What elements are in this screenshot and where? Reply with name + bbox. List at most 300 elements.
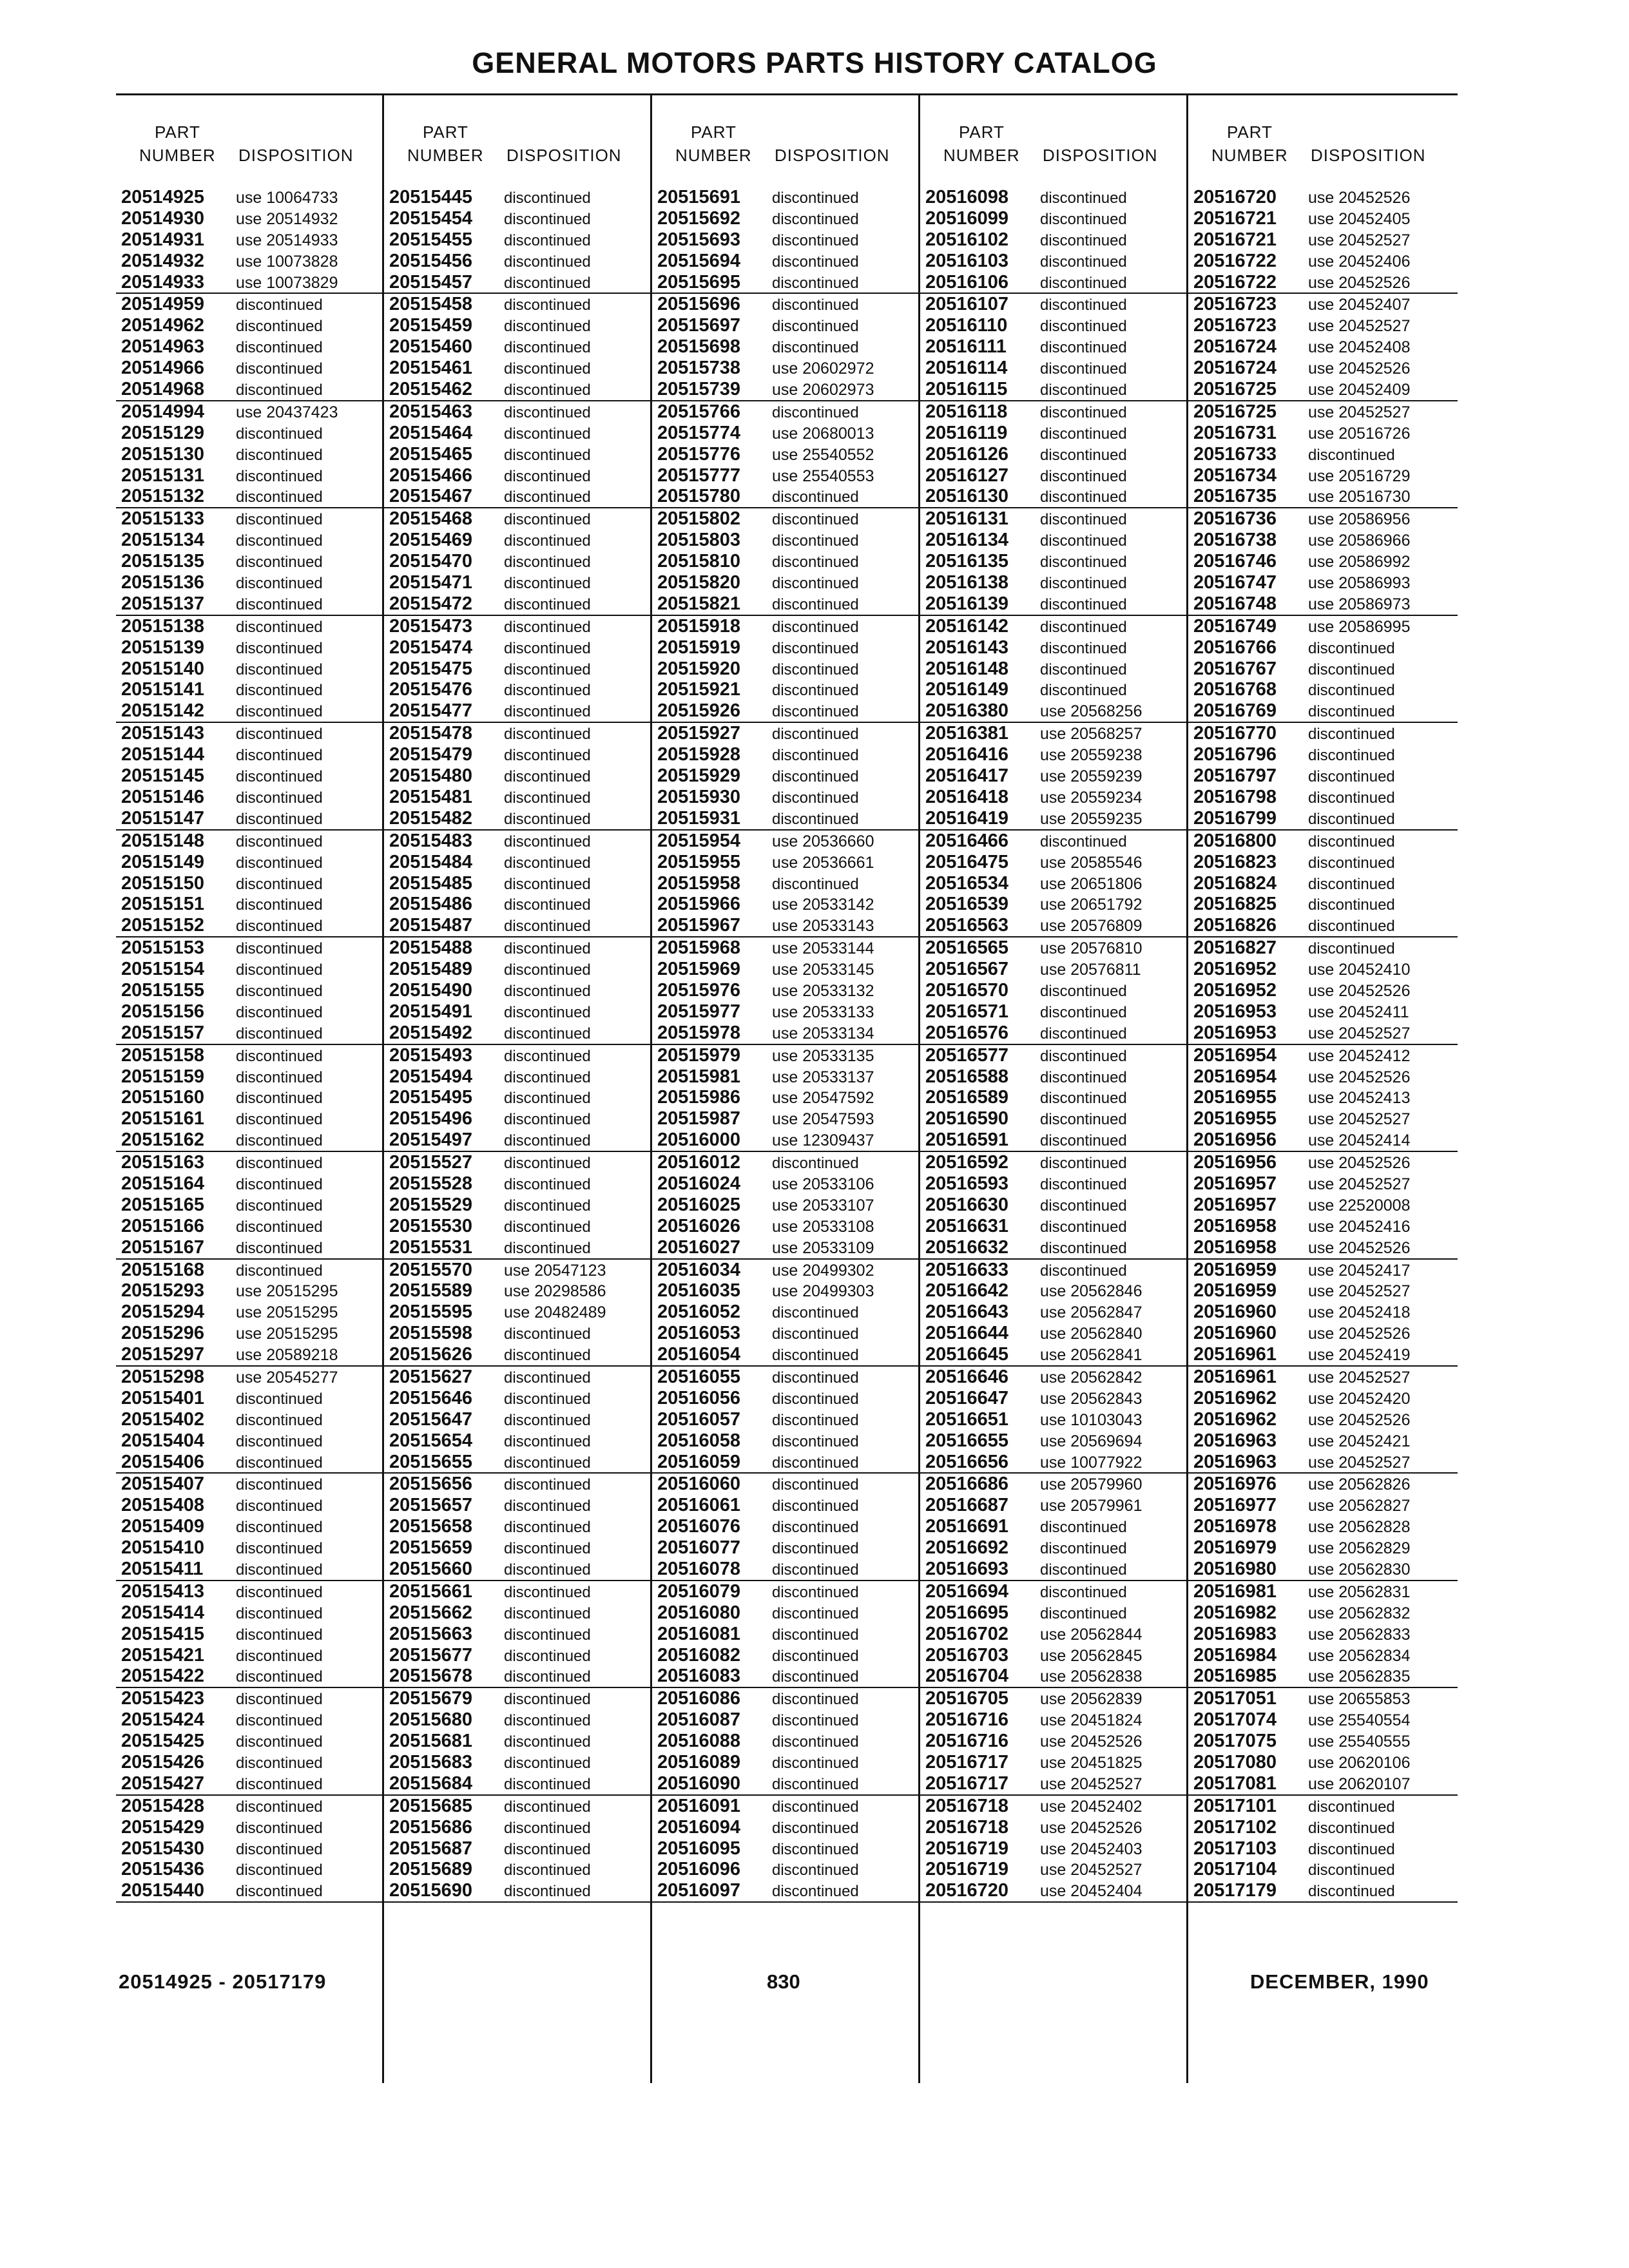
part-number: 20515485 — [389, 872, 473, 894]
part-number: 20515821 — [657, 593, 741, 614]
table-row — [384, 187, 650, 208]
table-row — [116, 1108, 382, 1129]
table-row — [652, 486, 918, 507]
disposition: use 20533106 — [772, 1175, 874, 1193]
row-group — [384, 1474, 650, 1581]
row-group — [1188, 1688, 1458, 1795]
table-row — [652, 1129, 918, 1151]
row-group — [652, 1474, 918, 1581]
part-number: 20516417 — [925, 765, 1009, 787]
row-group — [1188, 616, 1458, 723]
part-number: 20516106 — [925, 271, 1009, 293]
column-rows — [384, 187, 650, 1903]
row-group — [1188, 1260, 1458, 1367]
table-row — [920, 1516, 1186, 1537]
part-number: 20515954 — [657, 830, 741, 851]
table-row — [116, 486, 382, 507]
row-group — [116, 508, 382, 615]
table-row — [1188, 959, 1458, 980]
table-row — [384, 336, 650, 358]
disposition: discontinued — [772, 789, 859, 807]
part-number: 20516656 — [925, 1451, 1009, 1472]
part-number: 20515677 — [389, 1644, 473, 1666]
disposition: use 20452526 — [1308, 189, 1411, 207]
table-row — [652, 1817, 918, 1838]
disposition: discontinued — [772, 1626, 859, 1644]
part-number: 20516644 — [925, 1323, 1009, 1344]
part-number: 20516963 — [1193, 1430, 1277, 1451]
disposition: discontinued — [1040, 1132, 1127, 1150]
disposition: use 20452527 — [1308, 1453, 1411, 1472]
column-3 — [652, 95, 920, 2083]
table-row — [920, 1880, 1186, 1901]
disposition: use 20514932 — [236, 209, 338, 228]
disposition: discontinued — [772, 1754, 859, 1773]
disposition: discontinued — [236, 1411, 323, 1429]
part-number: 20515474 — [389, 637, 473, 658]
disposition: discontinued — [504, 189, 591, 207]
part-number: 20516768 — [1193, 679, 1277, 700]
table-row — [1188, 831, 1458, 852]
row-group — [116, 1796, 382, 1903]
disposition: discontinued — [772, 1540, 859, 1558]
row-group — [116, 401, 382, 508]
disposition: discontinued — [772, 1819, 859, 1837]
table-row — [920, 1152, 1186, 1173]
table-row — [920, 187, 1186, 208]
disposition: use 20452414 — [1308, 1131, 1411, 1150]
disposition: discontinued — [504, 1519, 591, 1537]
disposition: discontinued — [236, 639, 323, 657]
table-row — [1188, 765, 1458, 787]
column-rows — [116, 187, 382, 1903]
table-row — [116, 1302, 382, 1323]
part-number: 20516978 — [1193, 1516, 1277, 1537]
part-number: 20515958 — [657, 872, 741, 894]
header-part-label: PART — [155, 122, 200, 142]
disposition: use 20589218 — [236, 1346, 338, 1365]
disposition: use 20562832 — [1308, 1604, 1411, 1622]
part-number: 20515473 — [389, 615, 473, 637]
disposition: discontinued — [236, 1583, 323, 1601]
disposition: use 20536661 — [772, 853, 874, 872]
table-row — [384, 1216, 650, 1237]
disposition: use 20499303 — [772, 1282, 874, 1301]
part-number: 20515293 — [121, 1280, 205, 1302]
table-row — [1188, 1602, 1458, 1624]
part-number: 20515469 — [389, 530, 473, 551]
disposition: discontinued — [1308, 660, 1395, 678]
part-number: 20515401 — [121, 1387, 205, 1408]
table-row — [1188, 1409, 1458, 1430]
part-number: 20515969 — [657, 959, 741, 980]
header-part-label: PART — [959, 122, 1005, 142]
disposition: use 10103043 — [1040, 1410, 1142, 1429]
disposition: discontinued — [236, 1883, 323, 1901]
disposition: discontinued — [772, 1583, 859, 1601]
table-row — [920, 616, 1186, 637]
disposition: discontinued — [236, 832, 323, 850]
disposition: discontinued — [1040, 1111, 1127, 1129]
table-row — [116, 1216, 382, 1237]
table-row — [652, 1302, 918, 1323]
disposition: use 20562847 — [1040, 1303, 1142, 1322]
disposition: use 20452527 — [1308, 1024, 1411, 1043]
part-number: 20515820 — [657, 572, 741, 593]
disposition: use 20533144 — [772, 939, 874, 958]
table-row — [116, 1880, 382, 1901]
table-row — [920, 1773, 1186, 1794]
table-row — [920, 1302, 1186, 1323]
table-row — [116, 572, 382, 593]
table-row — [116, 1001, 382, 1023]
part-number: 20515457 — [389, 271, 473, 293]
column-rows — [920, 187, 1186, 1903]
disposition: discontinued — [236, 896, 323, 914]
part-number: 20514968 — [121, 379, 205, 400]
table-row — [652, 272, 918, 293]
disposition: discontinued — [236, 618, 323, 636]
disposition: discontinued — [1040, 1196, 1127, 1215]
row-group — [652, 1581, 918, 1688]
table-row — [920, 1817, 1186, 1838]
part-number: 20515143 — [121, 723, 205, 744]
disposition: discontinued — [772, 1432, 859, 1450]
part-number: 20516000 — [657, 1129, 741, 1151]
table-row — [384, 1452, 650, 1473]
part-number: 20515686 — [389, 1816, 473, 1838]
table-row — [920, 744, 1186, 765]
part-number: 20515153 — [121, 937, 205, 959]
disposition: discontinued — [504, 832, 591, 850]
part-number: 20515656 — [389, 1474, 473, 1495]
part-number: 20516770 — [1193, 723, 1277, 744]
disposition: use 20452526 — [1308, 1154, 1411, 1173]
disposition: use 20533107 — [772, 1196, 874, 1215]
part-number: 20516735 — [1193, 486, 1277, 507]
table-row — [652, 1087, 918, 1108]
table-row — [1188, 572, 1458, 593]
disposition: discontinued — [236, 726, 323, 744]
header-part-label: PART — [1227, 122, 1273, 142]
table-row — [1188, 1388, 1458, 1409]
disposition: use 20452417 — [1308, 1261, 1411, 1280]
part-number: 20516127 — [925, 465, 1009, 486]
table-row — [652, 1709, 918, 1731]
disposition: discontinued — [1040, 595, 1127, 613]
row-group — [920, 294, 1186, 401]
disposition: discontinued — [1040, 1068, 1127, 1086]
table-row — [652, 401, 918, 423]
table-row — [652, 1430, 918, 1452]
disposition: use 20515295 — [236, 1303, 338, 1322]
disposition: use 20620106 — [1308, 1754, 1411, 1773]
disposition: use 20562826 — [1308, 1475, 1411, 1494]
disposition: discontinued — [772, 768, 859, 786]
disposition: discontinued — [772, 1733, 859, 1751]
row-group — [116, 937, 382, 1044]
part-number: 20516693 — [925, 1559, 1009, 1579]
disposition: use 20559238 — [1040, 746, 1142, 765]
disposition: use 20576811 — [1040, 961, 1141, 979]
table-row — [920, 401, 1186, 423]
header-disposition-label: DISPOSITION — [1311, 146, 1426, 165]
disposition: discontinued — [1040, 210, 1127, 228]
part-number: 20516957 — [1193, 1194, 1277, 1215]
table-row — [116, 1474, 382, 1495]
table-row — [384, 1752, 650, 1773]
disposition: discontinued — [1040, 575, 1127, 593]
disposition: discontinued — [236, 381, 323, 399]
part-number: 20516738 — [1193, 530, 1277, 551]
disposition: discontinued — [1040, 1090, 1127, 1108]
part-number: 20516380 — [925, 700, 1009, 722]
part-number: 20516716 — [925, 1709, 1009, 1731]
table-row — [116, 1344, 382, 1365]
disposition: use 20452420 — [1308, 1389, 1411, 1408]
disposition: discontinued — [1308, 789, 1395, 807]
part-number: 20516797 — [1193, 765, 1277, 787]
part-number: 20515140 — [121, 658, 205, 679]
part-number: 20515130 — [121, 443, 205, 465]
disposition: discontinued — [772, 1476, 859, 1494]
disposition: discontinued — [504, 467, 591, 485]
table-row — [116, 787, 382, 808]
disposition: use 10073829 — [236, 273, 338, 292]
table-row — [920, 831, 1186, 852]
table-row — [920, 1731, 1186, 1752]
row-group — [652, 508, 918, 615]
disposition: discontinued — [1040, 1003, 1127, 1021]
part-number: 20515492 — [389, 1022, 473, 1043]
disposition: use 20547123 — [504, 1261, 606, 1280]
part-number: 20516645 — [925, 1344, 1009, 1365]
header-number-label: NUMBER — [943, 146, 1020, 165]
disposition: discontinued — [504, 1111, 591, 1129]
disposition: discontinued — [504, 253, 591, 271]
disposition: discontinued — [236, 1604, 323, 1622]
disposition: discontinued — [1040, 618, 1127, 636]
table-row — [920, 1087, 1186, 1108]
part-number: 20516960 — [1193, 1302, 1277, 1323]
row-group — [652, 831, 918, 937]
part-number: 20516571 — [925, 1001, 1009, 1022]
disposition: use 20586973 — [1308, 595, 1411, 613]
part-number: 20515409 — [121, 1516, 205, 1537]
table-row — [116, 831, 382, 852]
table-row — [1188, 808, 1458, 829]
table-row — [1188, 1430, 1458, 1452]
part-number: 20516139 — [925, 593, 1009, 614]
part-number: 20516054 — [657, 1344, 741, 1365]
table-row — [384, 831, 650, 852]
table-row — [384, 1023, 650, 1044]
part-number: 20516643 — [925, 1302, 1009, 1323]
table-row — [1188, 272, 1458, 293]
column-header — [384, 95, 650, 179]
part-number: 20516956 — [1193, 1129, 1277, 1151]
part-number: 20515918 — [657, 615, 741, 637]
part-number: 20516077 — [657, 1537, 741, 1559]
part-number: 20515489 — [389, 959, 473, 980]
part-number: 20515685 — [389, 1795, 473, 1816]
part-number: 20515137 — [121, 593, 205, 614]
part-number: 20515968 — [657, 937, 741, 959]
part-number: 20516107 — [925, 294, 1009, 315]
row-group — [116, 1474, 382, 1581]
disposition: discontinued — [1040, 274, 1127, 292]
part-number: 20515156 — [121, 1001, 205, 1022]
disposition: use 20533142 — [772, 896, 874, 914]
disposition: discontinued — [504, 274, 591, 292]
part-number: 20517075 — [1193, 1731, 1277, 1752]
part-number: 20516565 — [925, 937, 1009, 959]
table-row — [116, 444, 382, 465]
part-number: 20515471 — [389, 572, 473, 593]
table-row — [384, 593, 650, 615]
table-row — [1188, 679, 1458, 700]
table-row — [116, 1666, 382, 1687]
disposition: discontinued — [1040, 296, 1127, 314]
part-number: 20515493 — [389, 1044, 473, 1066]
part-number: 20516095 — [657, 1838, 741, 1859]
table-row — [920, 1195, 1186, 1216]
disposition: discontinued — [236, 1239, 323, 1257]
row-group — [1188, 1367, 1458, 1474]
part-number: 20514931 — [121, 229, 205, 250]
table-row — [1188, 1129, 1458, 1151]
row-group — [920, 1152, 1186, 1259]
disposition: use 20536660 — [772, 832, 874, 850]
table-row — [1188, 1688, 1458, 1709]
disposition: use 10064733 — [236, 189, 338, 207]
disposition: use 20547592 — [772, 1089, 874, 1108]
table-row — [116, 1129, 382, 1151]
part-number: 20515463 — [389, 401, 473, 422]
part-number: 20515406 — [121, 1451, 205, 1472]
table-row — [652, 1645, 918, 1666]
part-number: 20516418 — [925, 786, 1009, 807]
part-number: 20515151 — [121, 894, 205, 915]
part-number: 20515738 — [657, 358, 741, 379]
part-number: 20516061 — [657, 1495, 741, 1516]
table-row — [1188, 937, 1458, 959]
disposition: discontinued — [504, 1090, 591, 1108]
disposition: discontinued — [236, 1003, 323, 1021]
table-row — [1188, 1559, 1458, 1580]
disposition: discontinued — [1040, 1218, 1127, 1236]
disposition: discontinued — [236, 961, 323, 979]
row-group — [920, 1581, 1186, 1688]
disposition: discontinued — [504, 1175, 591, 1193]
part-number: 20516539 — [925, 894, 1009, 915]
part-number: 20516592 — [925, 1152, 1009, 1173]
disposition: discontinued — [504, 1024, 591, 1043]
row-group — [652, 616, 918, 723]
table-row — [116, 1796, 382, 1817]
table-row — [116, 1173, 382, 1195]
disposition: use 20562834 — [1308, 1646, 1411, 1665]
part-number: 20515981 — [657, 1066, 741, 1087]
part-number: 20516954 — [1193, 1044, 1277, 1066]
disposition: discontinued — [236, 1476, 323, 1494]
part-number: 20516961 — [1193, 1344, 1277, 1365]
disposition: use 20452526 — [1308, 1068, 1411, 1086]
table-row — [652, 572, 918, 593]
table-row — [920, 658, 1186, 680]
part-number: 20516632 — [925, 1236, 1009, 1258]
disposition: use 20515295 — [236, 1325, 338, 1343]
disposition: discontinued — [772, 1519, 859, 1537]
part-number: 20515141 — [121, 679, 205, 700]
disposition: discontinued — [504, 1003, 591, 1021]
table-row — [116, 379, 382, 400]
row-group — [652, 937, 918, 1044]
table-row — [384, 1474, 650, 1495]
part-number: 20517101 — [1193, 1795, 1277, 1816]
disposition: discontinued — [1308, 703, 1395, 721]
row-group — [920, 1474, 1186, 1581]
table-row — [920, 873, 1186, 894]
table-row — [1188, 530, 1458, 551]
disposition: discontinued — [236, 810, 323, 828]
part-number: 20516142 — [925, 615, 1009, 637]
column-header — [920, 95, 1186, 179]
table-row — [384, 1581, 650, 1602]
disposition: use 20452413 — [1308, 1089, 1411, 1108]
row-group — [1188, 187, 1458, 294]
table-row — [1188, 1237, 1458, 1258]
disposition: use 20452411 — [1308, 1003, 1409, 1021]
part-number: 20516098 — [925, 187, 1009, 207]
table-row — [1188, 1023, 1458, 1044]
part-number: 20515488 — [389, 937, 473, 959]
disposition: discontinued — [236, 940, 323, 958]
disposition: discontinued — [236, 1497, 323, 1515]
disposition: use 20586966 — [1308, 532, 1411, 550]
disposition: use 20533108 — [772, 1217, 874, 1236]
part-number: 20516725 — [1193, 401, 1277, 422]
part-number: 20516076 — [657, 1516, 741, 1537]
table-row — [920, 444, 1186, 465]
part-number: 20516695 — [925, 1602, 1009, 1623]
part-number: 20515148 — [121, 830, 205, 851]
table-row — [652, 1752, 918, 1773]
part-number: 20516959 — [1193, 1280, 1277, 1302]
table-row — [1188, 379, 1458, 400]
disposition: use 25540554 — [1308, 1711, 1411, 1730]
part-number: 20516686 — [925, 1474, 1009, 1495]
disposition: discontinued — [236, 1754, 323, 1773]
table-row — [1188, 1516, 1458, 1537]
disposition: discontinued — [772, 1883, 859, 1901]
part-number: 20516080 — [657, 1602, 741, 1623]
table-row — [920, 1388, 1186, 1409]
table-row — [920, 1323, 1186, 1344]
part-number: 20516746 — [1193, 551, 1277, 572]
disposition: discontinued — [504, 682, 591, 700]
part-number: 20516959 — [1193, 1259, 1277, 1280]
table-row — [384, 915, 650, 936]
row-group — [652, 1045, 918, 1152]
disposition: discontinued — [504, 1432, 591, 1450]
disposition: use 20452406 — [1308, 252, 1411, 271]
table-row — [1188, 1624, 1458, 1645]
disposition: discontinued — [1040, 1519, 1127, 1537]
part-number: 20515478 — [389, 723, 473, 744]
disposition: use 20533132 — [772, 981, 874, 1000]
disposition: use 10073828 — [236, 252, 338, 271]
